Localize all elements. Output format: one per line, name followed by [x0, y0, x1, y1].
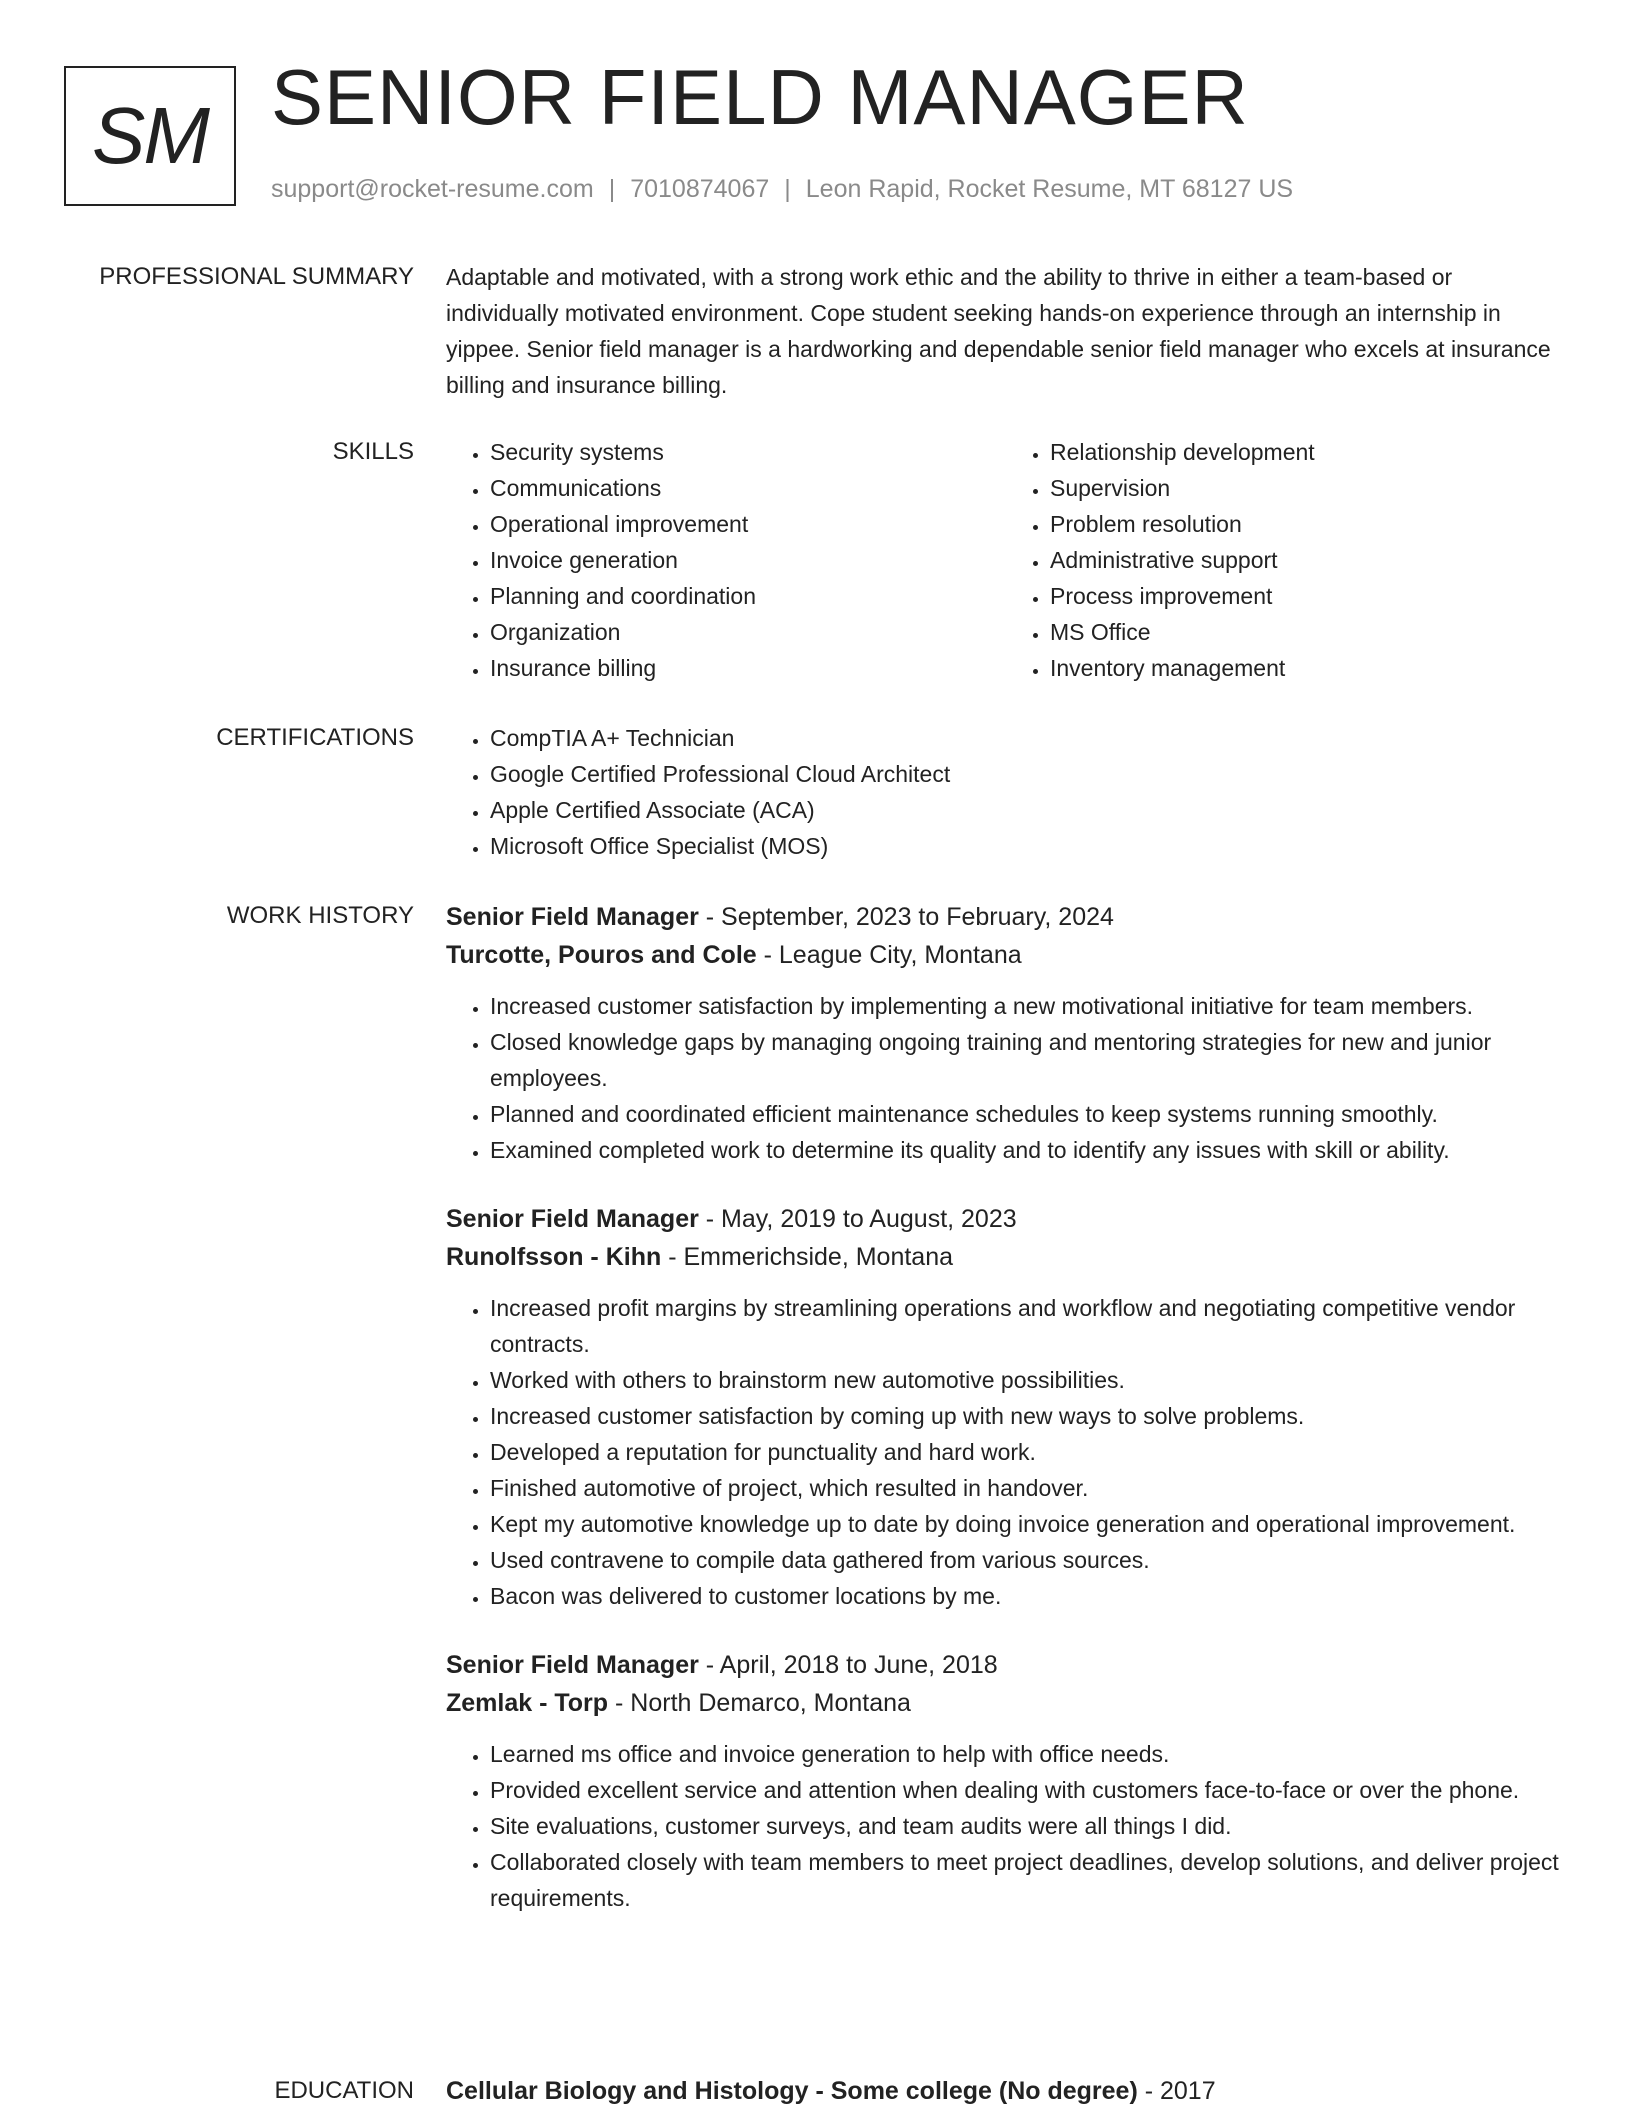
- skill-item: • Inventory management: [1050, 650, 1566, 686]
- job-bullet: • Site evaluations, customer surveys, and team audits were all things I did.: [490, 1808, 1566, 1844]
- job-bullet: • Finished automotive of project, which resulted in handover.: [490, 1470, 1566, 1506]
- skills-heading: SKILLS: [332, 438, 414, 465]
- contact-separator: |: [784, 175, 791, 203]
- job-title-line: [446, 1646, 1566, 1684]
- job-title-line: [446, 898, 1566, 936]
- job-bullet: • Examined completed work to determine its quality and to identify any issues with skill or ability.: [490, 1132, 1566, 1168]
- job-bullet: • Worked with others to brainstorm new automotive possibilities.: [490, 1362, 1566, 1398]
- job-bullets: [446, 988, 1566, 1168]
- certification-item: • Apple Certified Associate (ACA): [490, 792, 1566, 828]
- skill-item: • Relationship development: [1050, 434, 1566, 470]
- job-bullets: [446, 1736, 1566, 1916]
- job-bullet: • Used contravene to compile data gathered from various sources.: [490, 1542, 1566, 1578]
- contact-line: [271, 175, 1293, 204]
- job-company: Runolfsson - Kihn: [446, 1243, 662, 1271]
- skill-item: • Invoice generation: [490, 542, 1006, 578]
- job-title: Senior Field Manager: [446, 903, 699, 931]
- job-entry: [446, 898, 1566, 1168]
- job-title: Senior Field Manager: [446, 1651, 699, 1679]
- summary-heading: PROFESSIONAL SUMMARY: [99, 263, 414, 290]
- job-bullet: • Learned ms office and invoice generation to help with office needs.: [490, 1736, 1566, 1772]
- job-company-line: [446, 936, 1566, 974]
- certification-item: • CompTIA A+ Technician: [490, 720, 1566, 756]
- job-title: Senior Field Manager: [446, 1205, 699, 1233]
- job-dates: - April, 2018 to June, 2018: [698, 1651, 998, 1679]
- job-bullets: [446, 1290, 1566, 1614]
- skill-item: • Planning and coordination: [490, 578, 1006, 614]
- skill-item: • Administrative support: [1050, 542, 1566, 578]
- skill-item: • Security systems: [490, 434, 1006, 470]
- resume-name: SENIOR FIELD MANAGER: [271, 53, 1249, 141]
- monogram-badge: SM: [64, 66, 236, 206]
- certifications-heading: CERTIFICATIONS: [216, 724, 414, 751]
- summary-text: Adaptable and motivated, with a strong work ethic and the ability to thrive in either a team-based or individually motivated environment. Cope student seeking hands-on experience through an internship in yippee. Senior field manager is a hardworking and dependable senior field manager who excels at insurance billing and insurance billing.: [446, 264, 1551, 398]
- certifications-list: [446, 720, 1566, 864]
- job-dates: - May, 2019 to August, 2023: [698, 1205, 1017, 1233]
- job-bullet: • Collaborated closely with team members to meet project deadlines, develop solutions, and deliver project requirements.: [490, 1844, 1566, 1916]
- skills-list-left: [446, 434, 1006, 686]
- job-bullet: • Planned and coordinated efficient maintenance schedules to keep systems running smoothly.: [490, 1096, 1566, 1132]
- education-year: - 2017: [1137, 2077, 1216, 2105]
- skill-item: • Problem resolution: [1050, 506, 1566, 542]
- job-bullet: • Closed knowledge gaps by managing ongoing training and mentoring strategies for new and junior employees.: [490, 1024, 1566, 1096]
- education-degree: Cellular Biology and Histology - Some college (No degree): [446, 2077, 1138, 2105]
- skills-list-right: [1006, 434, 1566, 686]
- contact-email[interactable]: support@rocket-resume.com: [271, 175, 594, 203]
- work-history-heading: WORK HISTORY: [226, 902, 414, 929]
- job-dates: - September, 2023 to February, 2024: [698, 903, 1114, 931]
- education-line: [446, 2073, 1566, 2109]
- job-bullet: • Provided excellent service and attention when dealing with customers face-to-face or over the phone.: [490, 1772, 1566, 1808]
- skill-item: • MS Office: [1050, 614, 1566, 650]
- education-heading: EDUCATION: [274, 2077, 414, 2104]
- job-company: Turcotte, Pouros and Cole: [446, 941, 757, 969]
- job-company-line: [446, 1238, 1566, 1276]
- job-location: - Emmerichside, Montana: [661, 1243, 954, 1271]
- skill-item: • Process improvement: [1050, 578, 1566, 614]
- certification-item: • Google Certified Professional Cloud Architect: [490, 756, 1566, 792]
- job-entry: [446, 1200, 1566, 1614]
- skill-item: • Supervision: [1050, 470, 1566, 506]
- job-title-line: [446, 1200, 1566, 1238]
- job-entry: [446, 1646, 1566, 1916]
- contact-address: Leon Rapid, Rocket Resume, MT 68127 US: [805, 175, 1294, 203]
- skill-item: • Operational improvement: [490, 506, 1006, 542]
- job-bullet: • Developed a reputation for punctuality and hard work.: [490, 1434, 1566, 1470]
- job-location: - North Demarco, Montana: [608, 1689, 911, 1717]
- job-location: - League City, Montana: [756, 941, 1022, 969]
- certification-item: • Microsoft Office Specialist (MOS): [490, 828, 1566, 864]
- job-bullet: • Bacon was delivered to customer locations by me.: [490, 1578, 1566, 1614]
- skill-item: • Organization: [490, 614, 1006, 650]
- job-bullet: • Kept my automotive knowledge up to date by doing invoice generation and operational improvement.: [490, 1506, 1566, 1542]
- skill-item: • Communications: [490, 470, 1006, 506]
- job-company: Zemlak - Torp: [446, 1689, 609, 1717]
- skill-item: • Insurance billing: [490, 650, 1006, 686]
- job-bullet: • Increased profit margins by streamlining operations and workflow and negotiating competitive vendor contracts.: [490, 1290, 1566, 1362]
- contact-separator: |: [608, 175, 616, 203]
- job-company-line: [446, 1684, 1566, 1722]
- job-bullet: • Increased customer satisfaction by coming up with new ways to solve problems.: [490, 1398, 1566, 1434]
- contact-phone[interactable]: 7010874067: [630, 175, 770, 203]
- job-bullet: • Increased customer satisfaction by implementing a new motivational initiative for team members.: [490, 988, 1566, 1024]
